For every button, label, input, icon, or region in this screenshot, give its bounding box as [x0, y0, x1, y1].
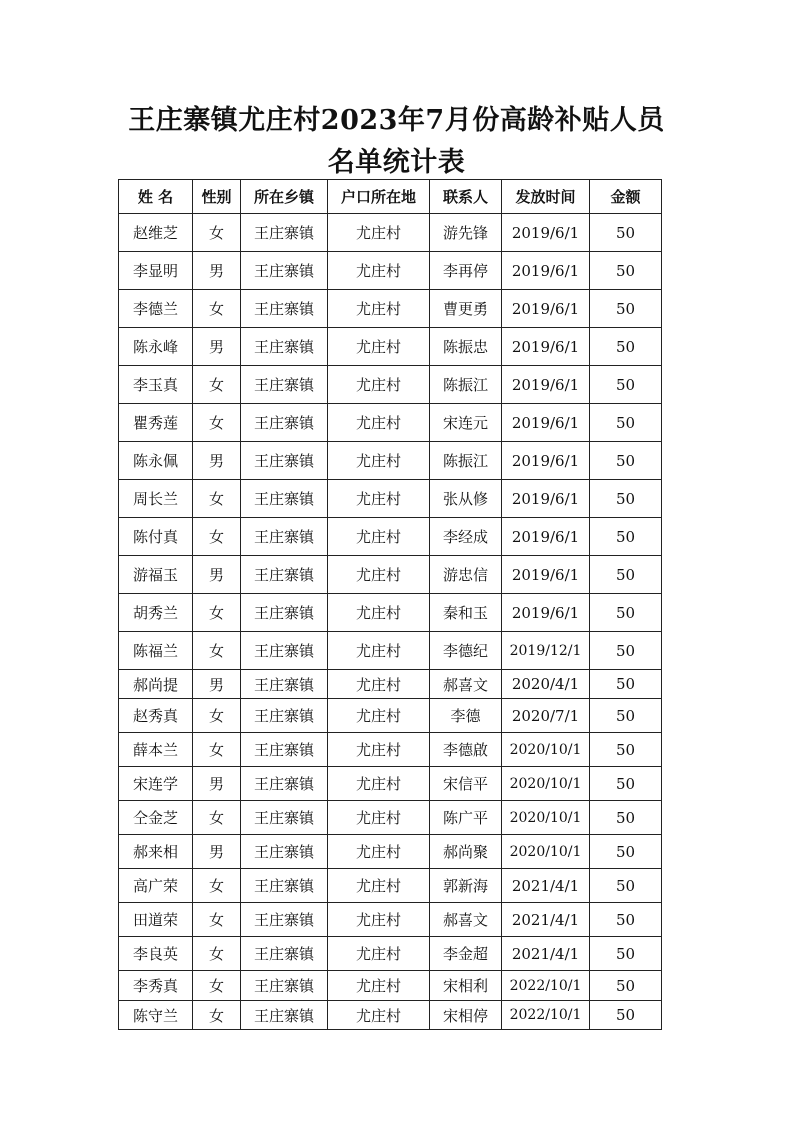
cell-residence: 尤庄村 [328, 971, 430, 1001]
cell-name: 陈守兰 [119, 1001, 193, 1030]
cell-name: 李显明 [119, 252, 193, 290]
table-row [119, 903, 662, 937]
cell-town: 王庄寨镇 [241, 290, 328, 328]
cell-contact: 郝尚聚 [430, 835, 502, 869]
cell-residence: 尤庄村 [328, 767, 430, 801]
cell-amount: 50 [590, 971, 662, 1001]
cell-amount: 50 [590, 670, 662, 699]
table-row [119, 594, 662, 632]
cell-amount: 50 [590, 518, 662, 556]
cell-date: 2019/6/1 [502, 290, 590, 328]
cell-residence: 尤庄村 [328, 903, 430, 937]
cell-date: 2019/6/1 [502, 518, 590, 556]
cell-town: 王庄寨镇 [241, 835, 328, 869]
table-row [119, 670, 662, 699]
cell-residence: 尤庄村 [328, 404, 430, 442]
cell-date: 2019/6/1 [502, 214, 590, 252]
cell-contact: 张从修 [430, 480, 502, 518]
table-row [119, 937, 662, 971]
cell-amount: 50 [590, 252, 662, 290]
cell-contact: 秦和玉 [430, 594, 502, 632]
header-contact: 联系人 [430, 180, 502, 214]
cell-gender: 女 [193, 869, 241, 903]
table-row [119, 767, 662, 801]
cell-name: 郝尚提 [119, 670, 193, 699]
cell-name: 李良英 [119, 937, 193, 971]
cell-town: 王庄寨镇 [241, 252, 328, 290]
cell-name: 李秀真 [119, 971, 193, 1001]
cell-name: 李德兰 [119, 290, 193, 328]
cell-gender: 女 [193, 404, 241, 442]
cell-residence: 尤庄村 [328, 480, 430, 518]
cell-date: 2019/6/1 [502, 556, 590, 594]
cell-town: 王庄寨镇 [241, 404, 328, 442]
cell-date: 2022/10/1 [502, 971, 590, 1001]
cell-residence: 尤庄村 [328, 937, 430, 971]
document-subtitle: 名单统计表 [327, 147, 466, 178]
cell-contact: 陈振忠 [430, 328, 502, 366]
cell-name: 田道荣 [119, 903, 193, 937]
table-row [119, 699, 662, 733]
cell-gender: 女 [193, 801, 241, 835]
cell-amount: 50 [590, 903, 662, 937]
table-row [119, 214, 662, 252]
table-row [119, 442, 662, 480]
cell-town: 王庄寨镇 [241, 480, 328, 518]
cell-town: 王庄寨镇 [241, 366, 328, 404]
cell-contact: 李经成 [430, 518, 502, 556]
cell-residence: 尤庄村 [328, 442, 430, 480]
cell-amount: 50 [590, 1001, 662, 1030]
table-row [119, 404, 662, 442]
cell-date: 2020/4/1 [502, 670, 590, 699]
cell-town: 王庄寨镇 [241, 733, 328, 767]
cell-amount: 50 [590, 801, 662, 835]
cell-gender: 女 [193, 594, 241, 632]
cell-amount: 50 [590, 556, 662, 594]
header-town: 所在乡镇 [241, 180, 328, 214]
cell-residence: 尤庄村 [328, 328, 430, 366]
cell-gender: 女 [193, 903, 241, 937]
cell-gender: 女 [193, 480, 241, 518]
cell-amount: 50 [590, 214, 662, 252]
cell-contact: 李德纪 [430, 632, 502, 670]
cell-residence: 尤庄村 [328, 670, 430, 699]
cell-gender: 女 [193, 733, 241, 767]
cell-name: 郝来相 [119, 835, 193, 869]
cell-town: 王庄寨镇 [241, 971, 328, 1001]
table-row [119, 632, 662, 670]
cell-town: 王庄寨镇 [241, 328, 328, 366]
cell-date: 2019/6/1 [502, 404, 590, 442]
cell-amount: 50 [590, 594, 662, 632]
cell-gender: 男 [193, 442, 241, 480]
cell-town: 王庄寨镇 [241, 632, 328, 670]
cell-residence: 尤庄村 [328, 556, 430, 594]
table-header-row [119, 180, 662, 214]
cell-name: 陈付真 [119, 518, 193, 556]
cell-contact: 陈广平 [430, 801, 502, 835]
cell-gender: 女 [193, 699, 241, 733]
cell-name: 宋连学 [119, 767, 193, 801]
cell-contact: 陈振江 [430, 442, 502, 480]
cell-amount: 50 [590, 404, 662, 442]
cell-date: 2020/7/1 [502, 699, 590, 733]
cell-town: 王庄寨镇 [241, 1001, 328, 1030]
cell-name: 游福玉 [119, 556, 193, 594]
cell-residence: 尤庄村 [328, 801, 430, 835]
cell-name: 陈永峰 [119, 328, 193, 366]
cell-gender: 男 [193, 835, 241, 869]
cell-date: 2020/10/1 [502, 801, 590, 835]
cell-contact: 郝喜文 [430, 903, 502, 937]
cell-gender: 女 [193, 632, 241, 670]
cell-contact: 郝喜文 [430, 670, 502, 699]
cell-date: 2019/6/1 [502, 328, 590, 366]
cell-contact: 李德啟 [430, 733, 502, 767]
cell-residence: 尤庄村 [328, 366, 430, 404]
cell-gender: 男 [193, 252, 241, 290]
cell-contact: 郭新海 [430, 869, 502, 903]
cell-date: 2022/10/1 [502, 1001, 590, 1030]
cell-contact: 宋相停 [430, 1001, 502, 1030]
header-residence: 户口所在地 [328, 180, 430, 214]
cell-town: 王庄寨镇 [241, 699, 328, 733]
table-row [119, 328, 662, 366]
cell-residence: 尤庄村 [328, 1001, 430, 1030]
cell-name: 仝金芝 [119, 801, 193, 835]
table-body [119, 214, 662, 1030]
table-row [119, 733, 662, 767]
cell-date: 2019/6/1 [502, 480, 590, 518]
cell-amount: 50 [590, 767, 662, 801]
cell-gender: 男 [193, 328, 241, 366]
cell-name: 胡秀兰 [119, 594, 193, 632]
table-row [119, 1001, 662, 1030]
cell-residence: 尤庄村 [328, 252, 430, 290]
cell-amount: 50 [590, 733, 662, 767]
cell-date: 2020/10/1 [502, 767, 590, 801]
cell-date: 2021/4/1 [502, 903, 590, 937]
cell-date: 2019/6/1 [502, 366, 590, 404]
cell-residence: 尤庄村 [328, 594, 430, 632]
cell-date: 2020/10/1 [502, 733, 590, 767]
cell-residence: 尤庄村 [328, 214, 430, 252]
cell-amount: 50 [590, 699, 662, 733]
cell-date: 2020/10/1 [502, 835, 590, 869]
header-gender: 性别 [193, 180, 241, 214]
cell-town: 王庄寨镇 [241, 556, 328, 594]
header-amount: 金额 [590, 180, 662, 214]
cell-contact: 游先锋 [430, 214, 502, 252]
cell-amount: 50 [590, 937, 662, 971]
cell-name: 陈福兰 [119, 632, 193, 670]
cell-amount: 50 [590, 442, 662, 480]
cell-amount: 50 [590, 328, 662, 366]
cell-gender: 女 [193, 971, 241, 1001]
cell-amount: 50 [590, 290, 662, 328]
table-row [119, 971, 662, 1001]
cell-amount: 50 [590, 869, 662, 903]
table-row [119, 801, 662, 835]
cell-name: 瞿秀莲 [119, 404, 193, 442]
cell-gender: 女 [193, 290, 241, 328]
cell-contact: 李金超 [430, 937, 502, 971]
cell-date: 2019/12/1 [502, 632, 590, 670]
cell-date: 2021/4/1 [502, 937, 590, 971]
cell-date: 2021/4/1 [502, 869, 590, 903]
document-title: 王庄寨镇尤庄村2023年7月份高龄补贴人员 [128, 105, 665, 136]
cell-contact: 宋相利 [430, 971, 502, 1001]
header-date: 发放时间 [502, 180, 590, 214]
table-row [119, 252, 662, 290]
cell-date: 2019/6/1 [502, 594, 590, 632]
cell-town: 王庄寨镇 [241, 594, 328, 632]
cell-gender: 女 [193, 937, 241, 971]
cell-date: 2019/6/1 [502, 442, 590, 480]
cell-contact: 宋信平 [430, 767, 502, 801]
cell-gender: 女 [193, 366, 241, 404]
cell-gender: 男 [193, 670, 241, 699]
cell-name: 周长兰 [119, 480, 193, 518]
cell-gender: 女 [193, 214, 241, 252]
cell-residence: 尤庄村 [328, 869, 430, 903]
cell-name: 赵维芝 [119, 214, 193, 252]
cell-town: 王庄寨镇 [241, 937, 328, 971]
cell-contact: 宋连元 [430, 404, 502, 442]
cell-residence: 尤庄村 [328, 835, 430, 869]
cell-date: 2019/6/1 [502, 252, 590, 290]
cell-town: 王庄寨镇 [241, 801, 328, 835]
cell-amount: 50 [590, 632, 662, 670]
cell-residence: 尤庄村 [328, 290, 430, 328]
cell-residence: 尤庄村 [328, 699, 430, 733]
table-row [119, 480, 662, 518]
table-row [119, 835, 662, 869]
cell-name: 李玉真 [119, 366, 193, 404]
cell-town: 王庄寨镇 [241, 518, 328, 556]
header-name: 姓 名 [119, 180, 193, 214]
cell-contact: 李德 [430, 699, 502, 733]
cell-gender: 女 [193, 518, 241, 556]
cell-town: 王庄寨镇 [241, 214, 328, 252]
cell-contact: 李再停 [430, 252, 502, 290]
cell-gender: 男 [193, 767, 241, 801]
cell-town: 王庄寨镇 [241, 767, 328, 801]
cell-residence: 尤庄村 [328, 518, 430, 556]
cell-contact: 陈振江 [430, 366, 502, 404]
cell-residence: 尤庄村 [328, 632, 430, 670]
cell-amount: 50 [590, 366, 662, 404]
subsidy-table [118, 179, 662, 1030]
cell-town: 王庄寨镇 [241, 869, 328, 903]
cell-name: 薛本兰 [119, 733, 193, 767]
cell-gender: 女 [193, 1001, 241, 1030]
table-row [119, 869, 662, 903]
cell-name: 陈永佩 [119, 442, 193, 480]
cell-town: 王庄寨镇 [241, 903, 328, 937]
cell-name: 高广荣 [119, 869, 193, 903]
cell-contact: 游忠信 [430, 556, 502, 594]
cell-amount: 50 [590, 480, 662, 518]
cell-name: 赵秀真 [119, 699, 193, 733]
table-row [119, 556, 662, 594]
table-row [119, 366, 662, 404]
cell-town: 王庄寨镇 [241, 442, 328, 480]
table-row [119, 290, 662, 328]
cell-amount: 50 [590, 835, 662, 869]
table-row [119, 518, 662, 556]
cell-gender: 男 [193, 556, 241, 594]
cell-town: 王庄寨镇 [241, 670, 328, 699]
cell-residence: 尤庄村 [328, 733, 430, 767]
cell-contact: 曹更勇 [430, 290, 502, 328]
